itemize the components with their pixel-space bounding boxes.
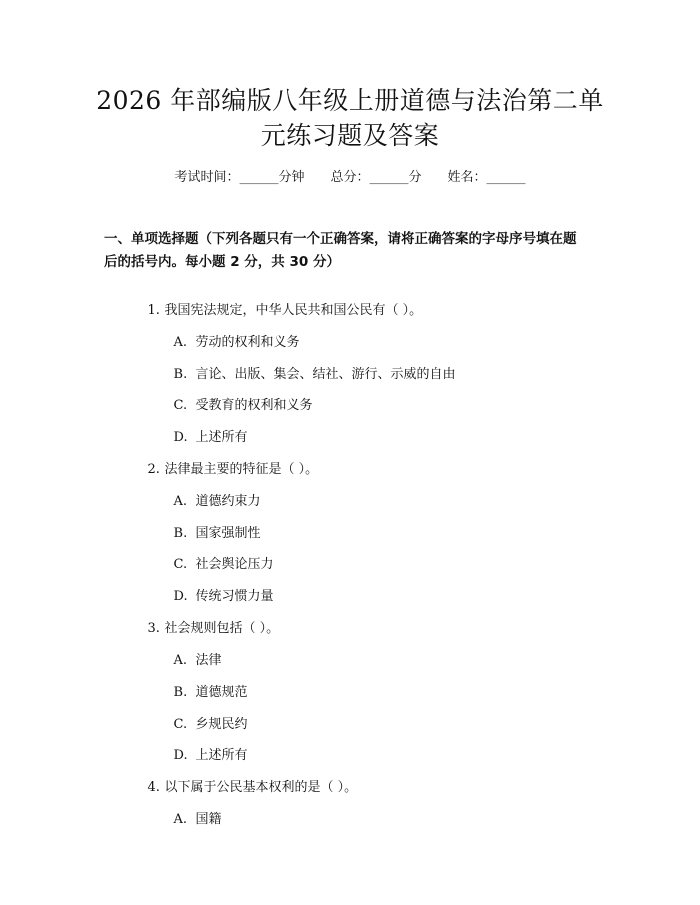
option-letter: B. [173, 367, 188, 382]
option-letter: C. [173, 717, 188, 732]
option-letter: B. [173, 685, 188, 700]
question-text: 以下属于公民基本权利的是（ ）。 [164, 780, 358, 795]
option-letter: D. [173, 430, 188, 445]
option-text: 言论、出版、集会、结社、游行、示威的自由 [195, 367, 456, 382]
question-text: 我国宪法规定，中华人民共和国公民有（ ）。 [164, 303, 423, 318]
section-heading-line-1: 一、单项选择题（下列各题只有一个正确答案，请将正确答案的字母序号填在题 [104, 231, 577, 247]
question-number: 4. [147, 780, 160, 795]
option-text: 劳动的权利和义务 [195, 335, 300, 350]
option-text: 传统习惯力量 [195, 589, 274, 604]
question-text: 社会规则包括（ ）。 [164, 621, 280, 636]
option-text: 法律 [195, 653, 222, 668]
option-text: 上述所有 [195, 748, 248, 763]
option-text: 道德约束力 [195, 494, 261, 509]
option-letter: A. [173, 335, 188, 350]
option-letter: A. [173, 812, 188, 827]
option-text: 乡规民约 [195, 717, 248, 732]
option-letter: A. [173, 494, 188, 509]
document-title-line-2: 元练习题及答案 [260, 121, 440, 150]
option-text: 上述所有 [195, 430, 248, 445]
option-text: 国家强制性 [195, 526, 261, 541]
section-heading [104, 228, 604, 274]
option-letter: D. [173, 589, 188, 604]
question-number: 3. [147, 621, 160, 636]
option-text: 社会舆论压力 [195, 557, 274, 572]
option-letter: A. [173, 653, 188, 668]
question-text: 法律最主要的特征是（ ）。 [164, 462, 319, 477]
option-4-a [157, 790, 222, 850]
option-text: 国籍 [195, 812, 222, 827]
exam-info-line: 考试时间：______分钟 总分：______分 姓名：______ [174, 170, 526, 185]
option-text: 道德规范 [195, 685, 248, 700]
option-letter: D. [173, 748, 188, 763]
document-title-line-1: 2026 年部编版八年级上册道德与法治第二单 [96, 86, 604, 115]
section-heading-line-2: 后的括号内。每小题 2 分，共 30 分） [104, 254, 340, 270]
question-number: 2. [147, 462, 160, 477]
option-letter: B. [173, 526, 188, 541]
option-letter: C. [173, 398, 188, 413]
option-text: 受教育的权利和义务 [195, 398, 313, 413]
question-number: 1. [147, 303, 160, 318]
option-letter: C. [173, 557, 188, 572]
